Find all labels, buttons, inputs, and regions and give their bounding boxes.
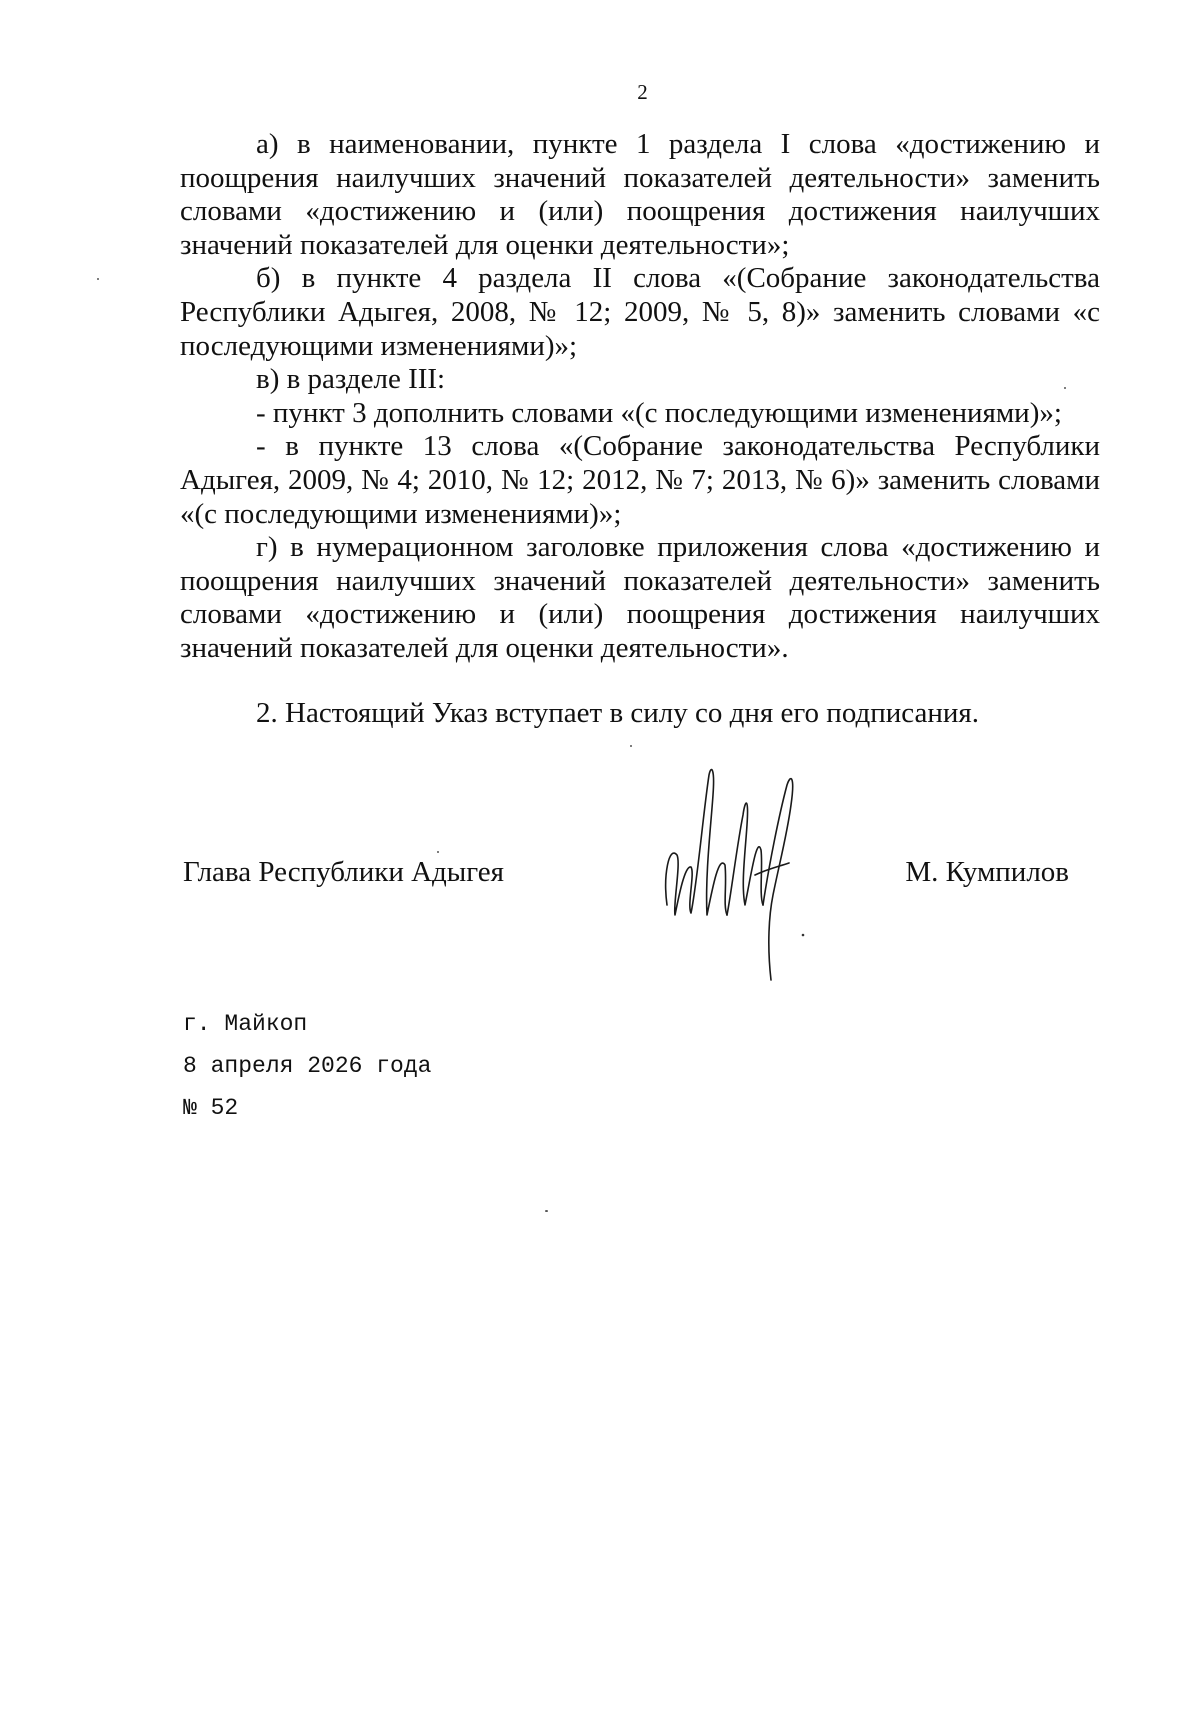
paragraph-v-item-1: - пункт 3 дополнить словами «(с последующими изменениями)»; xyxy=(256,396,1062,429)
paragraph-g: г) в нумерационном заголовке приложения слова «достижению и поощрения наилучших значений показателей деятельности» заменить словами «достижению и (или) поощрения достижения наилучших значений показателей для оценки деятельности». xyxy=(180,531,1100,664)
signatory-name: М. Кумпилов xyxy=(905,856,1069,888)
document-body xyxy=(180,128,1100,730)
scan-speck xyxy=(630,745,632,747)
place-date-block xyxy=(183,1003,431,1129)
scan-speck xyxy=(97,278,99,280)
handwritten-signature xyxy=(655,755,825,995)
signatory-title: Глава Республики Адыгея xyxy=(183,856,504,888)
scan-speck xyxy=(1064,387,1066,389)
place-of-signing: г. Майкоп xyxy=(183,1011,308,1037)
paragraph-b: б) в пункте 4 раздела II слова «(Собрание законодательства Республики Адыгея, 2008, № 12; 2009, № 5, 8)» заменить словами «с последующими изменениями)»; xyxy=(180,262,1100,362)
paragraph-effective-date: 2. Настоящий Указ вступает в силу со дня его подписания. xyxy=(256,696,980,729)
paragraph-v: в) в разделе III: xyxy=(256,363,446,396)
paragraph-v-item-2: - в пункте 13 слова «(Собрание законодательства Республики Адыгея, 2009, № 4; 2010, № 12; 2012, № 7; 2013, № 6)» заменить словами «(с последующими изменениями)»; xyxy=(180,430,1100,530)
paragraph-a: а) в наименовании, пункте 1 раздела I слова «достижению и поощрения наилучших значений показателей деятельности» заменить словами «достижению и (или) поощрения достижения наилучших значений показателей для оценки деятельности»; xyxy=(180,128,1100,261)
document-number: № 52 xyxy=(183,1095,239,1121)
signing-date: 8 апреля 2026 года xyxy=(183,1053,432,1079)
page-number: 2 xyxy=(637,80,648,104)
scan-speck xyxy=(437,851,439,853)
scan-speck xyxy=(545,1210,548,1212)
